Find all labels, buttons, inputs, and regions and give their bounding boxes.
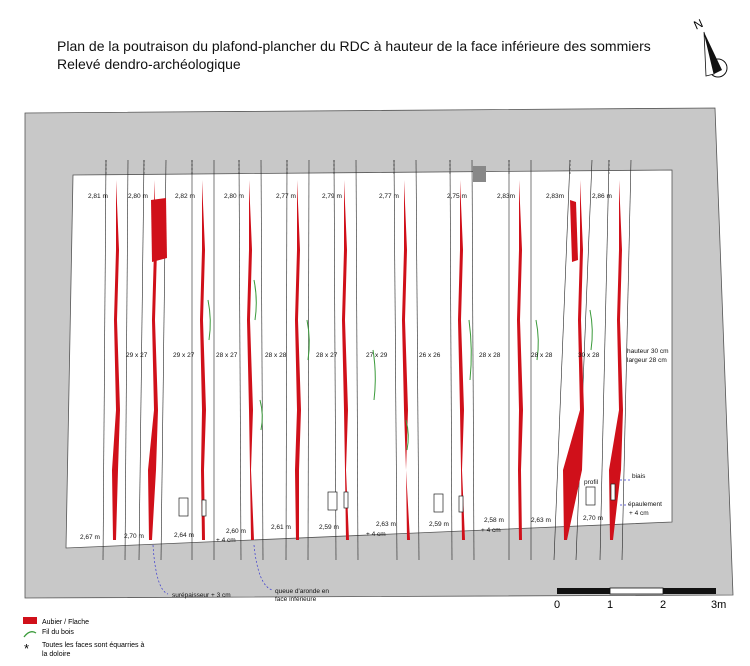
legend-sapwood-label: Aubier / Flache (42, 619, 90, 626)
beam-section-8: 28 x 28 (479, 352, 501, 359)
joint-sketch-2 (328, 492, 337, 510)
bottom-length-4: 2,60 m (226, 528, 246, 535)
scale-label-1: 1 (607, 599, 614, 611)
top-length-3: 2,82 m (175, 193, 195, 200)
legend-note-line2: la doloire (42, 651, 71, 658)
bottom-length-3: 2,64 m (174, 532, 194, 539)
scale-label-3: 3m (711, 599, 727, 611)
legend-grain-icon (24, 632, 36, 637)
beam-section-7: 26 x 26 (419, 352, 441, 359)
queue-label-1: queue d'aronde en (275, 588, 330, 595)
bottom-length-10: 2,63 m (531, 517, 551, 524)
joint-notch-3 (459, 496, 463, 512)
scale-label-0: 0 (554, 599, 561, 611)
section-note-height: hauteur 30 cm (627, 348, 669, 355)
scale-bar (554, 588, 726, 611)
legend-note-line1: Toutes les faces sont équarries à (42, 642, 145, 649)
top-length-4: 2,80 m (224, 193, 244, 200)
joint-sketch-1 (179, 498, 188, 516)
biais-label: biais (632, 473, 646, 480)
joint-notch-1 (202, 500, 206, 516)
joint-notch-4 (611, 484, 615, 500)
surepaisseur-label: surépaisseur + 3 cm (172, 592, 231, 599)
offset-3: + 4 cm (481, 527, 501, 534)
top-length-8: 2,75 m (447, 193, 467, 200)
beam-section-10: 30 x 28 (578, 352, 600, 359)
section-note-width: largeur 28 cm (627, 357, 667, 364)
legend (23, 617, 144, 658)
top-length-2: 2,80 m (128, 193, 148, 200)
top-length-5: 2,77 m (276, 193, 296, 200)
wall-opening (473, 166, 486, 182)
north-label: N (691, 16, 706, 33)
epaulement-value: + 4 cm (629, 510, 649, 517)
profil-label: profil (584, 479, 599, 486)
top-length-7: 2,77 m (379, 193, 399, 200)
bottom-length-8: 2,59 m (429, 521, 449, 528)
epaulement-label: épaulement (628, 501, 662, 508)
flache-patch (151, 198, 167, 262)
beam-section-1: 29 x 27 (126, 352, 148, 359)
joint-notch-2 (344, 492, 348, 508)
bottom-length-6: 2,59 m (319, 524, 339, 531)
bottom-length-9: 2,58 m (484, 517, 504, 524)
legend-asterisk-icon: * (24, 641, 30, 656)
bottom-length-1: 2,67 m (80, 534, 100, 541)
offset-2: + 4 cm (366, 531, 386, 538)
legend-grain-label: Fil du bois (42, 629, 74, 636)
scale-label-2: 2 (660, 599, 667, 611)
plan-subtitle: Relevé dendro-archéologique (57, 56, 241, 72)
queue-label-2: face inférieure (275, 596, 317, 603)
bottom-length-5: 2,61 m (271, 524, 291, 531)
joint-sketch-3 (434, 494, 443, 512)
top-length-6: 2,79 m (322, 193, 342, 200)
plan-title: Plan de la poutraison du plafond-plancher du RDC à hauteur de la face inférieure des sommiers (57, 38, 651, 54)
north-arrow-icon (692, 16, 727, 77)
beam-section-6: 27 x 29 (366, 352, 388, 359)
bottom-length-2: 2,70 m (124, 533, 144, 540)
bottom-length-7: 2,63 m (376, 521, 396, 528)
joint-sketch-4 (586, 487, 595, 505)
beam-section-9: 28 x 28 (531, 352, 553, 359)
beam-section-3: 28 x 27 (216, 352, 238, 359)
offset-1: + 4 cm (216, 537, 236, 544)
top-length-10: 2,83m (546, 193, 565, 200)
beam-section-2: 29 x 27 (173, 352, 195, 359)
beam-section-5: 28 x 27 (316, 352, 338, 359)
top-length-11: 2,86 m (592, 193, 612, 200)
legend-sapwood-swatch (23, 617, 37, 624)
top-length-9: 2,83m (497, 193, 516, 200)
top-length-1: 2,81 m (88, 193, 108, 200)
beam-section-4: 28 x 28 (265, 352, 287, 359)
bottom-length-11: 2,70 m (583, 515, 603, 522)
